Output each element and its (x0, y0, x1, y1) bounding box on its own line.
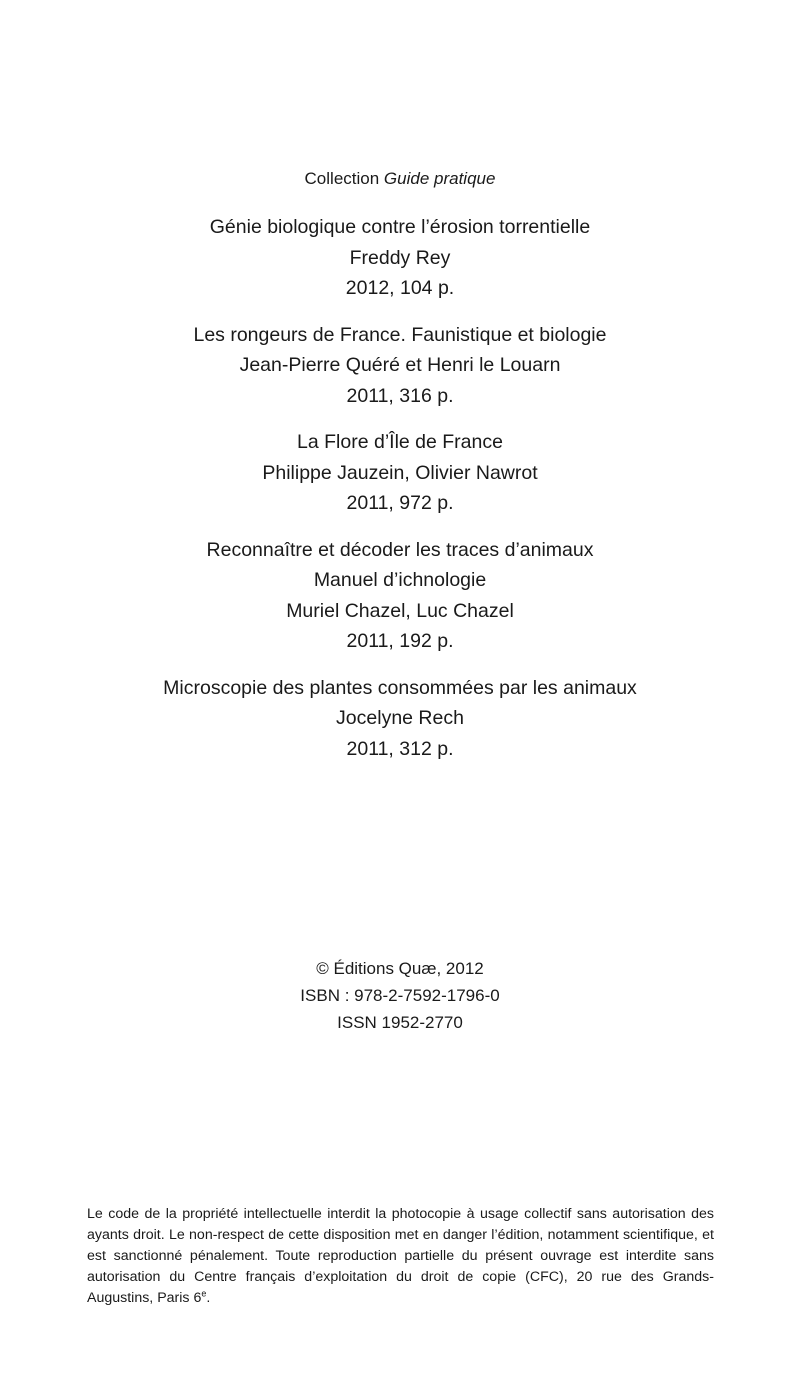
book-subtitle: Manuel d’ichnologie (313, 569, 487, 591)
publisher-copyright: © Éditions Quæ, 2012 (316, 959, 484, 978)
book-author: Jocelyne Rech (336, 707, 464, 729)
book-author: Philippe Jauzein, Olivier Nawrot (262, 461, 538, 484)
book-year-pages: 2011, 192 p. (346, 630, 454, 652)
legal-notice-superscript: e (201, 1288, 207, 1299)
book-title: Génie biologique contre l’érosion torrentielle (209, 216, 591, 238)
book-year-pages: 2011, 312 p. (346, 737, 454, 760)
book-title: La Flore d’Île de France (297, 431, 503, 453)
book-title: Microscopie des plantes consommées par les animaux (163, 676, 637, 699)
copyright-block (0, 955, 800, 1036)
isbn-line: ISBN : 978-2-7592-1796-0 (300, 986, 500, 1005)
legal-notice-end: . (206, 1290, 211, 1307)
book-title: Les rongeurs de France. Faunistique et biologie (193, 323, 607, 346)
book-entry (0, 320, 800, 412)
collection-name: Guide pratique (383, 169, 496, 188)
issn-line: ISSN 1952-2770 (337, 1013, 463, 1032)
book-title: Reconnaître et décoder les traces d’animaux (206, 538, 594, 561)
legal-notice-text: Le code de la propriété intellectuelle interdit la photocopie à usage collectif sans autorisation des ayants droit. Le non-respect de cette disposition met en danger l’édition, notamment scientifique, et est sanctionné pénalement. Toute reproduction partielle du présent ouvrage est interdite sans autorisation du Centre français d’exploitation du droit de copie (CFC), 20 rue des Grands-Augustins, Paris 6 (87, 1206, 714, 1307)
book-author: Freddy Rey (349, 246, 451, 269)
book-entry (0, 673, 800, 765)
book-author: Jean-Pierre Quéré et Henri le Louarn (239, 354, 561, 376)
book-entry (0, 535, 800, 657)
book-list (0, 212, 800, 780)
book-year-pages: 2011, 316 p. (346, 384, 454, 407)
book-entry (0, 212, 800, 304)
book-author: Muriel Chazel, Luc Chazel (286, 599, 514, 622)
collection-heading (0, 169, 800, 189)
book-entry (0, 427, 800, 519)
legal-notice (87, 1204, 714, 1309)
book-year-pages: 2012, 104 p. (345, 277, 455, 299)
book-year-pages: 2011, 972 p. (346, 492, 454, 514)
collection-prefix: Collection (304, 169, 380, 188)
